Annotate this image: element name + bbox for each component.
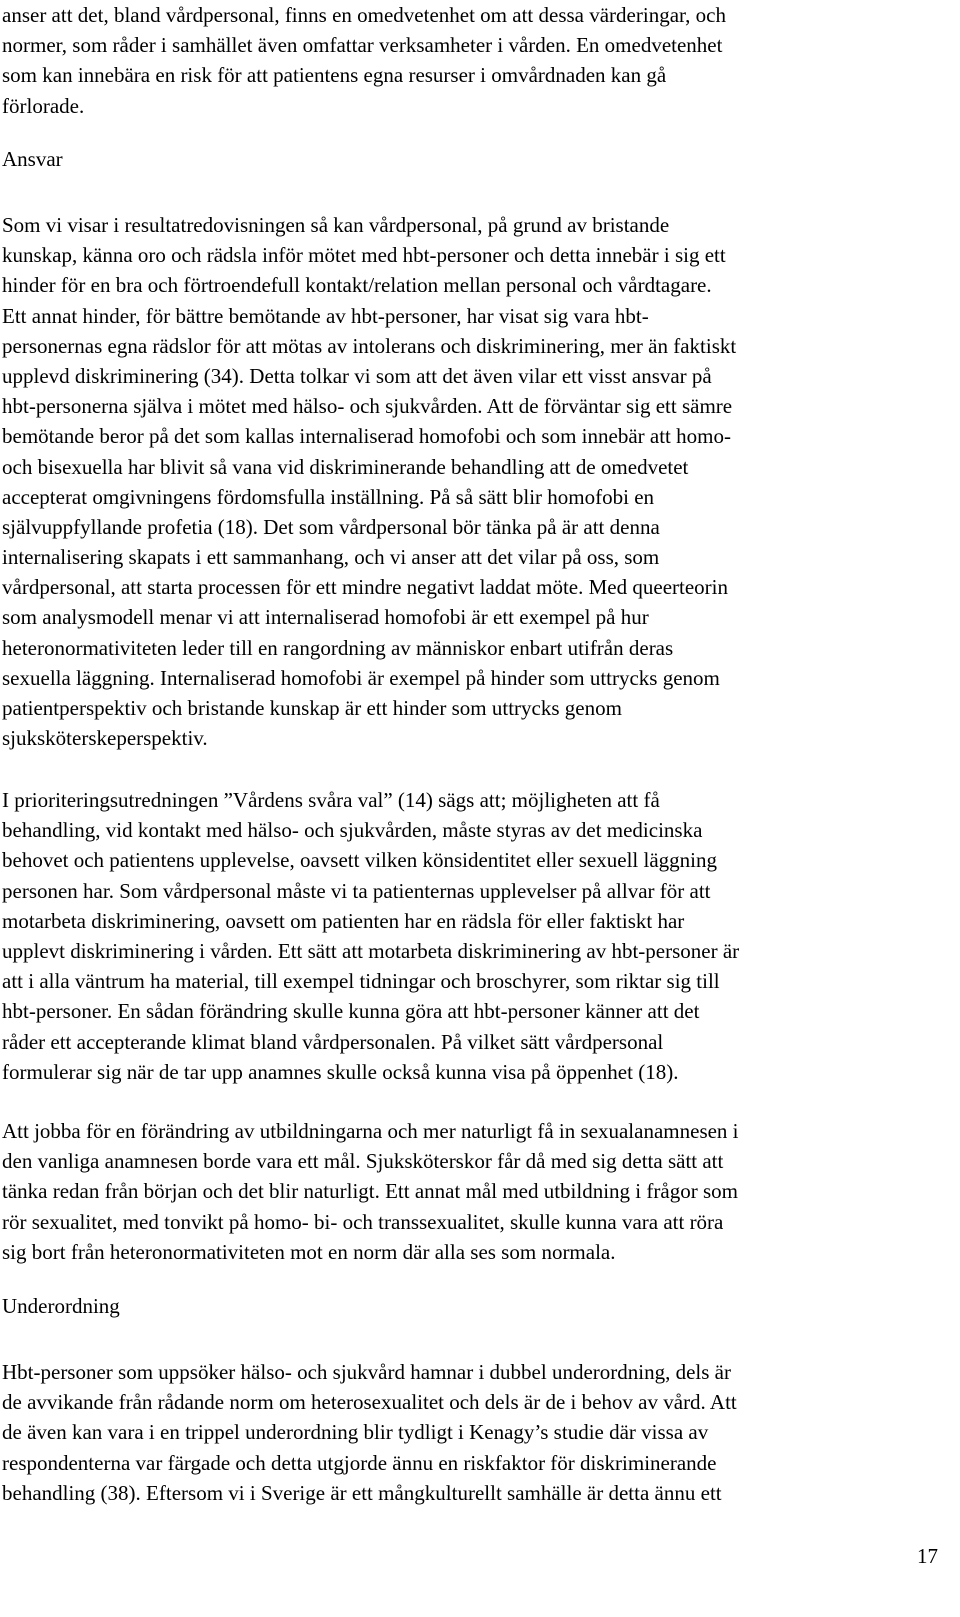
text-line: som kan innebära en risk för att patientens egna resurser i omvårdnaden kan gå <box>2 63 667 88</box>
text-line: personernas egna rädslor för att mötas av intolerans och diskriminering, mer än faktiskt <box>2 333 737 358</box>
text-line: Hbt-personer som uppsöker hälso- och sjukvård hamnar i dubbel underordning, dels är <box>2 1360 731 1384</box>
text-line: Som vi visar i resultatredovisningen så kan vårdpersonal, på grund av bristande <box>2 213 670 237</box>
section-heading-ansvar: Ansvar <box>2 147 63 171</box>
paragraph-3 <box>2 1116 958 1267</box>
text-line: sexuella läggning. Internaliserad homofobi är exempel på hinder som uttrycks genom <box>2 665 720 690</box>
text-line: de även kan vara i en trippel underordning blir tydligt i Kenagy’s studie där vissa av <box>2 1420 709 1445</box>
text-line: respondenterna var färgade och detta utgjorde ännu en riskfaktor för diskriminerande <box>2 1450 717 1475</box>
text-line: de avvikande från rådande norm om heterosexualitet och dels är de i behov av vård. Att <box>2 1390 737 1415</box>
paragraph-4 <box>2 1357 958 1508</box>
text-line: upplevd diskriminering (34). Detta tolkar vi som att det även vilar ett visst ansvar på <box>2 363 712 388</box>
text-line: hinder för en bra och förtroendefull kontakt/relation mellan personal och vårdtagare. <box>2 273 712 298</box>
section-heading-underordning: Underordning <box>2 1294 120 1318</box>
text-line: personen har. Som vårdpersonal måste vi ta patienternas upplevelser på allvar för att <box>2 878 711 903</box>
text-line: kunskap, känna oro och rädsla inför mötet med hbt-personer och detta innebär i sig ett <box>2 243 726 268</box>
text-line: förlorade. <box>2 93 85 118</box>
text-line: upplevt diskriminering i vården. Ett sätt att motarbeta diskriminering av hbt-personer är <box>2 938 740 963</box>
text-line: rör sexualitet, med tonvikt på homo- bi- och transsexualitet, skulle kunna vara att röra <box>2 1209 724 1234</box>
text-line: tänka redan från början och det blir naturligt. Ett annat mål med utbildning i frågor som <box>2 1179 738 1204</box>
intro-paragraph <box>2 0 958 121</box>
text-line: bemötande beror på det som kallas internaliserad homofobi och som innebär att homo- <box>2 424 731 449</box>
text-line: sig bort från heteronormativiteten mot en norm där alla ses som normala. <box>2 1239 616 1264</box>
text-line: behandling, vid kontakt med hälso- och sjukvården, måste styras av det medicinska <box>2 818 703 843</box>
text-line: patientperspektiv och bristande kunskap är ett hinder som uttrycks genom <box>2 696 622 720</box>
text-line: hbt-personer. En sådan förändring skulle kunna göra att hbt-personer känner att det <box>2 999 700 1024</box>
text-line: och bisexuella har blivit så vana vid diskriminerande behandling att de omedvetet <box>2 454 689 479</box>
text-line: anser att det, bland vårdpersonal, finns en omedvetenhet om att dessa värderingar, och <box>2 3 726 27</box>
text-line: råder ett accepterande klimat bland vårdpersonalen. På vilket sätt vårdpersonal <box>2 1029 664 1054</box>
text-line: behovet och patientens upplevelse, oavsett vilken könsidentitet eller sexuell läggning <box>2 848 717 873</box>
text-line: internalisering skapats i ett sammanhang, och vi anser att det vilar på oss, som <box>2 545 660 570</box>
text-line: formulerar sig när de tar upp anamnes skulle också kunna visa på öppenhet (18). <box>2 1059 679 1084</box>
text-line: att i alla väntrum ha material, till exempel tidningar och broschyrer, som riktar sig till <box>2 969 720 994</box>
paragraph-1 <box>2 210 958 753</box>
text-line: som analysmodell menar vi att internaliserad homofobi är ett exempel på hur <box>2 605 649 630</box>
text-line: motarbeta diskriminering, oavsett om patienten har en rädsla för eller faktiskt har <box>2 908 685 933</box>
text-line: Att jobba för en förändring av utbildningarna och mer naturligt få in sexualanamnesen i <box>2 1119 739 1143</box>
text-line: heteronormativiteten leder till en rangordning av människor enbart utifrån deras <box>2 635 674 660</box>
text-line: självuppfyllande profetia (18). Det som vårdpersonal bör tänka på är att denna <box>2 514 660 539</box>
text-line: I prioriteringsutredningen ”Vårdens svåra val” (14) sägs att; möjligheten att få <box>2 788 660 812</box>
text-line: normer, som råder i samhället även omfattar verksamheter i vården. En omedvetenhet <box>2 33 723 58</box>
paragraph-2 <box>2 785 958 1087</box>
text-line: sjuksköterskeperspektiv. <box>2 726 208 751</box>
text-line: hbt-personerna själva i mötet med hälso- och sjukvården. Att de förväntar sig ett sämre <box>2 394 733 419</box>
text-line: behandling (38). Eftersom vi i Sverige är ett mångkulturellt samhälle är detta ännu ett <box>2 1480 722 1505</box>
page-number: 17 <box>917 1544 938 1568</box>
text-line: vårdpersonal, att starta processen för ett mindre negativt laddat möte. Med queerteorin <box>2 575 728 600</box>
text-line: accepterat omgivningens fördomsfulla inställning. På så sätt blir homofobi en <box>2 484 655 509</box>
text-line: den vanliga anamnesen borde vara ett mål. Sjuksköterskor får då med sig detta sätt att <box>2 1149 724 1174</box>
text-line: Ett annat hinder, för bättre bemötande av hbt-personer, har visat sig vara hbt- <box>2 303 649 328</box>
